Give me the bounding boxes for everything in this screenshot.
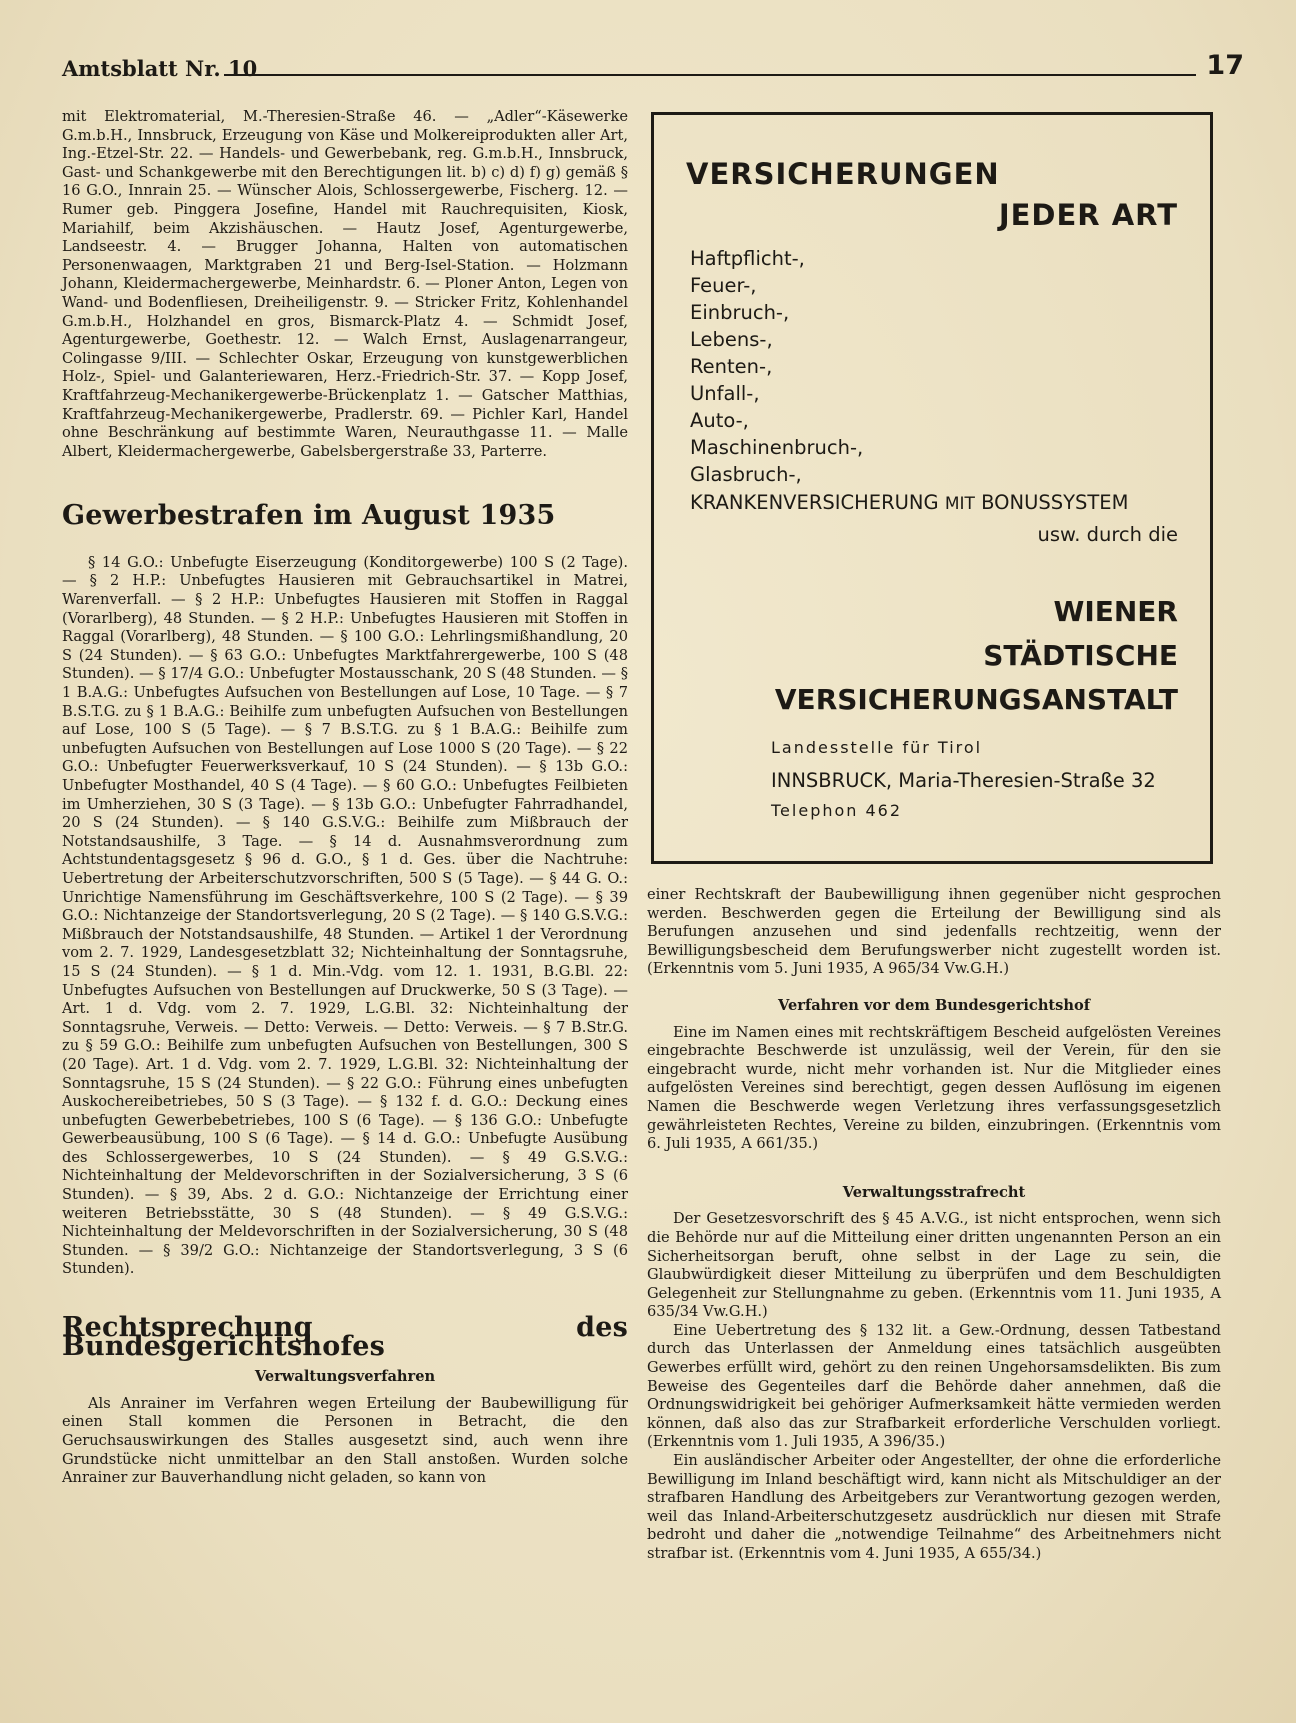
verwaltungsstrafrecht-text-1: Der Gesetzesvorschrift des § 45 A.V.G., ist nicht entsprochen, wenn sich die Behörde nur auf die Mitteilung einer dritten ungenannten Person an ein Sicherheitsorgan beruft, ohne selbst in der Lage zu sein, die Glaubwürdigkeit dieser Mitteilung zu überprüfen und dem Beschuldigten Gelegenheit zur Stellungnahme zu geben. (Erkenntnis vom 11. Juni 1935, A 635/34 Vw.G.H.) [647,1210,1221,1321]
ad-item: Glasbruch-, [690,463,802,486]
ad-item: Auto-, [690,409,749,432]
subhead-verwaltungsstrafrecht: Verwaltungsstrafrecht [842,1183,1026,1201]
ad-company-line1: WIENER [1053,595,1178,628]
verfahren-continuation: einer Rechtskraft der Baubewilligung ihnen gegenüber nicht gesprochen werden. Beschwerden gegen die Erteilung der Bewilligung sind als Berufungen anzusehen und sind jedenfalls rechtzeitig, wenn der Bewilligungsbescheid dem Berufungswerber nicht zugestellt worden ist. (Erkenntnis vom 5. Juni 1935, A 965/34 Vw.G.H.) [647,886,1221,978]
ad-item: Unfall-, [690,382,760,405]
ad-telephone: Telephon 462 [771,801,903,820]
ad-usw: usw. durch die [1037,523,1178,546]
left-column [62,108,628,1488]
ad-title-versicherungen: VERSICHERUNGEN [686,157,1000,191]
ad-company-line3: VERSICHERUNGSANSTALT [774,683,1178,716]
ad-item: Haftpflicht-, [690,247,805,270]
gewerbestrafen-text: § 14 G.O.: Unbefugte Eiserzeugung (Konditorgewerbe) 100 S (2 Tage). — § 2 H.P.: Unbefugtes Hausieren mit Gebrauchsartikel in Matrei, Warenverfall. — § 2 H.P.: Unbefugtes Hausieren mit Stoffen in Raggal (Vorarlberg), 48 Stunden. — § 2 H.P.: Unbefugtes Hausieren mit Stoffen in Raggal (Vorarlberg), 48 Stunden. — § 100 G.O.: Lehrlingsmißhandlung, 20 S (24 Stunden). — § 63 G.O.: Unbefugtes Marktfahrergewerbe, 100 S (48 Stunden). — § 17/4 G.O.: Unbefugter Mostausschank, 20 S (48 Stunden. — § 1 B.A.G.: Unbefugtes Aufsuchen von Bestellungen auf Lose, 10 Tage. — § 7 B.S.T.G. zu § 1 B.A.G.: Beihilfe zum unbefugten Aufsuchen von Bestellungen auf Lose, 100 S (5 Tage). — § 7 B.S.T.G. zu § 1 B.A.G.: Beihilfe zum unbefugten Aufsuchen von Bestellungen auf Lose 1000 S (20 Tage). — § 22 G.O.: Unbefugter Feuerwerksverkauf, 10 S (24 Stunden). — § 13b G.O.: Unbefugter Mosthandel, 40 S (4 Tage). — § 60 G.O.: Unbefugtes Feilbieten im Umherziehen, 30 S (3 Tage). — § 13b G.O.: Unbefugter Fahrradhandel, 20 S (24 Stunden). — § 140 G.S.V.G.: Beihilfe zum Mißbrauch der Notstandsaushilfe, 3 Tage. — § 14 d. Ausnahmsverordnung zum Achtstundentagsgesetz § 96 d. G.O., § 1 d. Ges. über die Nachtruhe: Uebertretung der Arbeiterschutzvorschriften, 500 S (5 Tage). — § 44 G. O.: Unrichtige Namensführung im Geschäftsverkehre, 100 S (2 Tage). — § 39 G.O.: Nichtanzeige der Standortsverlegung, 20 S (2 Tage). — § 140 G.S.V.G.: Mißbrauch der Notstandsaushilfe, 48 Stunden. — Artikel 1 der Verordnung vom 2. 7. 1929, Landesgesetzblatt 32; Nichteinhaltung der Sonntagsruhe, 15 S (24 Stunden). — § 1 d. Min.-Vdg. vom 12. 1. 1931, B.G.Bl. 22: Unbefugtes Aufsuchen von Bestellungen auf Druckwerke, 50 S (3 Tage). — Art. 1 d. Vdg. vom 2. 7. 1929, L.G.Bl. 32: Nichteinhaltung der Sonntagsruhe, Verweis. — Detto: Verweis. — Detto: Verweis. — § 7 B.Str.G. zu § 59 G.O.: Beihilfe zum unbefugten Aufsuchen von Bestellungen, 300 S (20 Tage). Art. 1 d. Vdg. vom 2. 7. 1929, L.G.Bl. 32: Nichteinhaltung der Sonntagsruhe, 15 S (24 Stunden). — § 22 G.O.: Führung eines unbefugten Auskochereibetriebes, 50 S (3 Tage). — § 132 f. d. G.O.: Deckung eines unbefugten Gewerbebetriebes, 100 S (6 Tage). — § 136 G.O.: Unbefugte Gewerbeausübung, 100 S (6 Tage). — § 14 d. G.O.: Unbefugte Ausübung des Schlossergewerbes, 10 S (24 Stunden). — § 49 G.S.V.G.: Nichteinhaltung der Meldevorschriften in der Sozialversicherung, 3 S (6 Stunden). — § 39, Abs. 2 d. G.O.: Nichtanzeige der Errichtung einer weiteren Betriebsstätte, 30 S (48 Stunden). — § 49 G.S.V.G.: Nichteinhaltung der Meldevorschriften in der Sozialversicherung, 30 S (48 Stunden. — § 39/2 G.O.: Nichtanzeige der Standortsverlegung, 3 S (6 Stunden). [62,553,628,1278]
bundesgerichtshof-text: Eine im Namen eines mit rechtskräftigem Bescheid aufgelösten Vereines eingebrachte Beschwerde ist unzulässig, weil der Verein, für den sie eingebracht wurde, nicht mehr vorhanden ist. Nur die Mitglieder eines aufgelösten Vereines sind berechtigt, gegen dessen Auflösung im eigenen Namen die Beschwerde wegen Verletzung ihres verfassungsgesetzlich gewährleisteten Rechtes, Vereine zu bilden, einzubringen. (Erkenntnis vom 6. Juli 1935, A 661/35.) [647,1023,1221,1153]
verwaltungsverfahren-text: Als Anrainer im Verfahren wegen Erteilung der Baubewilligung für einen Stall kommen die Personen in Betracht, die den Geruchsauswirkungen des Stalles ausgesetzt sind, auch wenn ihre Grundstücke nicht unmittelbar an den Stall anstoßen. Wurden solche Anrainer zur Bauverhandlung nicht geladen, so kann von [62,1394,628,1487]
ad-item: Lebens-, [690,328,773,351]
right-column [647,886,1221,1564]
header-rule [224,74,1196,76]
ad-title-jeder-art: JEDER ART [998,198,1178,232]
ad-krankenversicherung: KRANKENVERSICHERUNG MIT BONUSSYSTEM [690,491,1129,514]
heading-gewerbestrafen: Gewerbestrafen im August 1935 [62,500,556,532]
verwaltungsstrafrecht-text-3: Ein ausländischer Arbeiter oder Angestellter, der ohne die erforderliche Bewilligung im Inland beschäftigt wird, kann nicht als Mitschuldiger an der strafbaren Handlung des Arbeitgebers zur Verantwortung gezogen werden, weil das Inland-Arbeiterschutzgesetz ausdrücklich nur diesen mit Strafe bedroht und daher die „notwendige Teilnahme“ des Arbeitnehmers nicht strafbar ist. (Erkenntnis vom 4. Juni 1935, A 655/34.) [647,1452,1221,1562]
ad-address: INNSBRUCK, Maria-Theresien-Straße 32 [771,769,1156,792]
ad-item: Renten-, [690,355,773,378]
ad-item: Feuer-, [690,274,757,297]
ad-landesstelle: Landesstelle für Tirol [771,738,983,757]
subhead-bundesgerichtshof: Verfahren vor dem Bundesgerichtshof [777,996,1091,1014]
ad-insurance-types [690,245,863,488]
ad-item: Maschinenbruch-, [690,436,864,459]
page-number: 17 [1206,50,1244,81]
ad-company-line2: STÄDTISCHE [983,639,1178,672]
subhead-verwaltungsverfahren: Verwaltungsverfahren [254,1368,436,1386]
verwaltungsstrafrecht-text-2: Eine Uebertretung des § 132 lit. a Gew.-Ordnung, dessen Tatbestand durch das Unterlassen der Anmeldung eines tatsächlich ausgeübten Gewerbes erfüllt wird, gehört zu den reinen Ungehorsamsdelikten. Bis zum Beweise des Gegenteiles darf die Behörde daher annehmen, daß die Ordnungswidrigkeit bei gehöriger Aufmerksamkeit hätte vermieden werden können, daß also das zur Strafbarkeit erforderliche Verschulden vorliegt. (Erkenntnis vom 1. Juli 1935, A 396/35.) [647,1321,1221,1451]
page-header [62,50,1244,86]
insurance-advertisement [651,112,1213,864]
journal-title: Amtsblatt Nr. 10 [62,56,258,81]
registration-list: mit Elektromaterial, M.-Theresien-Straße 46. — „Adler“-Käsewerke G.m.b.H., Innsbruck, Erzeugung von Käse und Molkereiprodukten aller Art, Ing.-Etzel-Str. 22. — Handels- und Gewerbebank, reg. G.m.b.H., Innsbruck, Gast- und Schankgewerbe mit den Berechtigungen lit. b) c) d) f) g) gemäß § 16 G.O., Innrain 25. — Wünscher Alois, Schlossergewerbe, Fischerg. 12. — Rumer geb. Pinggera Josefine, Handel mit Rauchrequisiten, Kiosk, Mariahilf, beim Akzishäuschen. — Hautz Josef, Agenturgewerbe, Landseestr. 4. — Brugger Johanna, Halten von automatischen Personenwaagen, Marktgraben 21 und Berg-Isel-Station. — Holzmann Johann, Kleidermachergewerbe, Meinhardstr. 6. — Ploner Anton, Legen von Wand- und Bodenfliesen, Dreiheiligenstr. 9. — Stricker Fritz, Kohlenhandel G.m.b.H., Holzhandel en gros, Bismarck-Platz 4. — Schmidt Josef, Agenturgewerbe, Goethestr. 12. — Walch Ernst, Auslagenarrangeur, Colingasse 9/III. — Schlechter Oskar, Erzeugung von kunstgewerblichen Holz-, Spiel- und Galanteriewaren, Herz.-Friedrich-Str. 37. — Kopp Josef, Kraftfahrzeug-Mechanikergewerbe-Brückenplatz 1. — Gatscher Matthias, Kraftfahrzeug-Mechanikergewerbe, Pradlerstr. 69. — Pichler Karl, Handel ohne Beschränkung auf bestimmte Waren, Neurauthgasse 11. — Malle Albert, Kleidermachergewerbe, Gabelsbergerstraße 33, Parterre. [62,108,628,460]
heading-rechtsprechung: Rechtsprechung des Bundesgerichtshofes [62,1312,628,1362]
ad-item: Einbruch-, [690,301,790,324]
